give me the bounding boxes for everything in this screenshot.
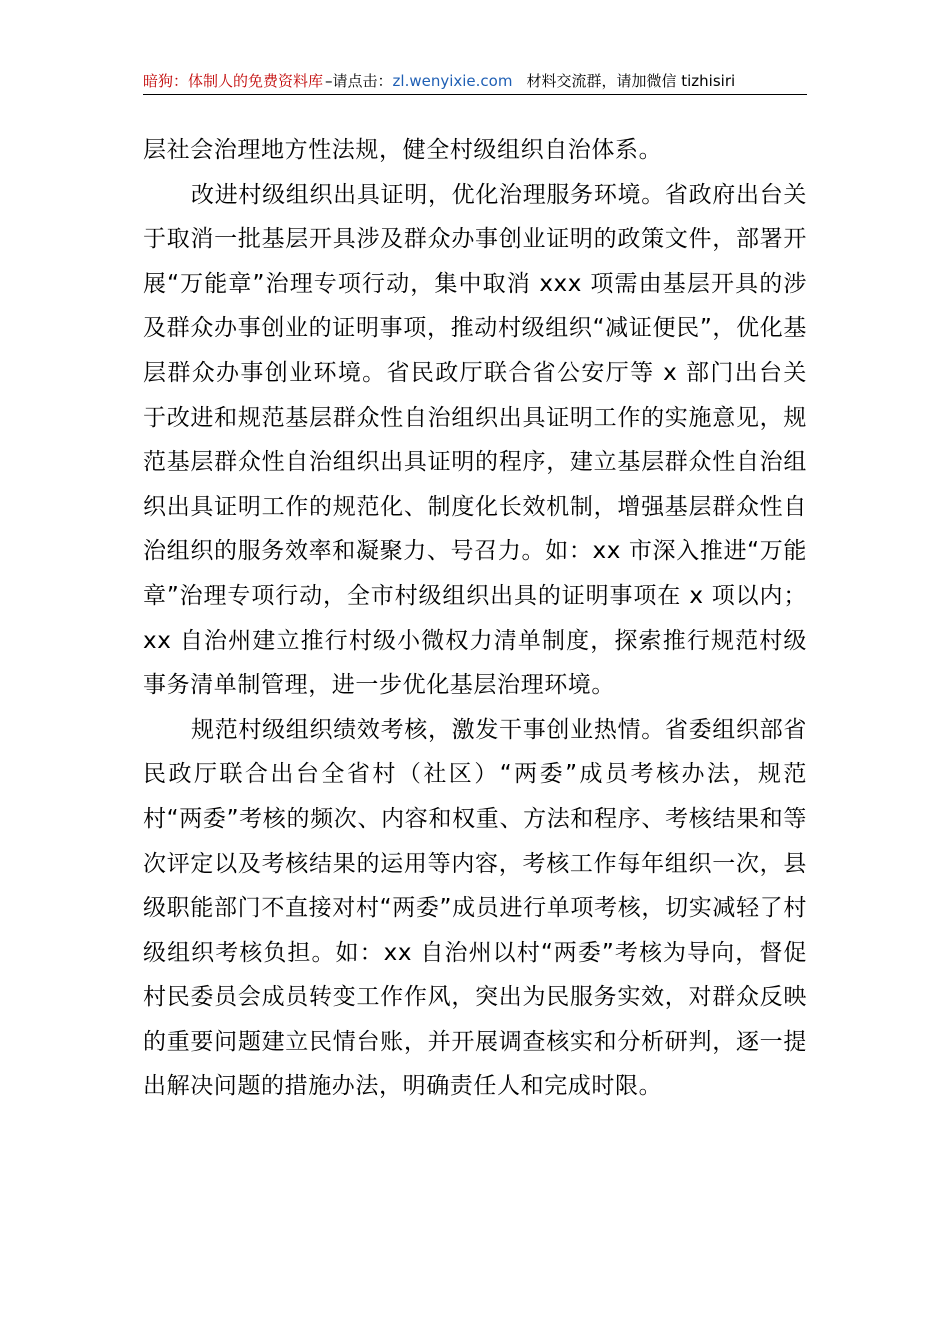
- paragraph-continuation: 层社会治理地方性法规，健全村级组织自治体系。: [143, 137, 663, 163]
- paragraph-assessment: 规范村级组织绩效考核，激发干事创业热情。省委组织部省民政厅联合出台全省村（社区）“两委”成员考核办法，规范村“两委”考核的频次、内容和权重、方法和程序、考核结果和等次评定以及考核结果的运用等内容，考核工作每年组织一次，县级职能部门不直接对村“两委”成员进行单项考核，切实减轻了村级组织考核负担。如：xx 自治州以村“两委”考核为导向，督促村民委员会成员转变工作作风，突出为民服务实效，对群众反映的重要问题建立民情台账，并开展调查核实和分析研判，逐一提出解决问题的措施办法，明确责任人和完成时限。: [143, 716, 807, 1100]
- document-body: [143, 128, 807, 1109]
- header-click-prompt: –请点击：: [325, 72, 393, 90]
- page-header: [143, 70, 807, 94]
- header-brand: 暗狗：体制人的免费资料库: [143, 72, 324, 90]
- header-group-text: 材料交流群，请加微信 tizhisiri: [526, 72, 736, 90]
- header-link[interactable]: zl.wenyixie.com: [392, 72, 513, 90]
- paragraph-certificates: 改进村级组织出具证明，优化治理服务环境。省政府出台关于取消一批基层开具涉及群众办事创业证明的政策文件，部署开展“万能章”治理专项行动，集中取消 xxx 项需由基层开具的涉及群众办事创业的证明事项，推动村级组织“减证便民”，优化基层群众办事创业环境。省民政厅联合省公安厅等 x 部门出台关于改进和规范基层群众性自治组织出具证明工作的实施意见，规范基层群众性自治组织出具证明的程序，建立基层群众性自治组织出具证明工作的规范化、制度化长效机制，增强基层群众性自治组织的服务效率和凝聚力、号召力。如：xx 市深入推进“万能章”治理专项行动，全市村级组织出具的证明事项在 x 项以内；xx 自治州建立推行村级小微权力清单制度，探索推行规范村级事务清单制管理，进一步优化基层治理环境。: [143, 181, 807, 699]
- header-divider: [143, 94, 807, 95]
